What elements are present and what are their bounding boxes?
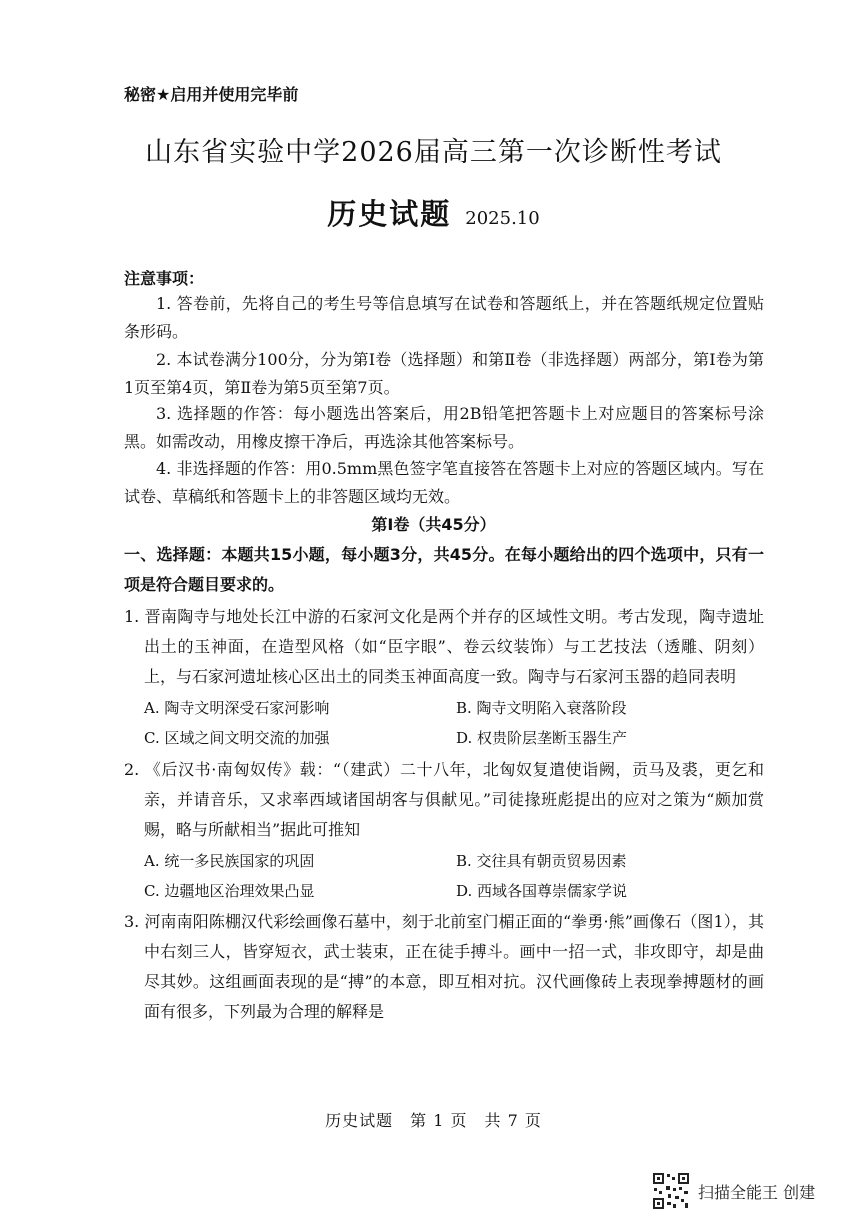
qr-code-icon bbox=[652, 1172, 690, 1210]
option-d: D. 权贵阶层垄断玉器生产 bbox=[456, 729, 628, 747]
exam-title: 山东省实验中学2026届高三第一次诊断性考试 bbox=[145, 137, 722, 168]
option-c: C. 区域之间文明交流的加强 bbox=[144, 729, 330, 747]
notes-heading: 注意事项： bbox=[124, 269, 205, 288]
option-b: B. 交往具有朝贡贸易因素 bbox=[456, 852, 627, 870]
question-2 bbox=[124, 755, 764, 845]
question-3 bbox=[124, 907, 764, 1027]
subject-title: 历史试题 bbox=[327, 197, 452, 231]
option-a: A. 陶寺文明深受石家河影响 bbox=[144, 699, 330, 717]
option-a: A. 统一多民族国家的巩固 bbox=[144, 852, 315, 870]
note-item: 4. 非选择题的作答：用0.5mm黑色签字笔直接答在答题卡上对应的答题区域内。写在试卷、草稿纸和答题卡上的非答题区域均无效。 bbox=[124, 459, 764, 506]
question-1 bbox=[124, 602, 764, 692]
question-text: 1. 晋南陶寺与地处长江中游的石家河文化是两个并存的区域性文明。考古发现，陶寺遗址出土的玉神面，在造型风格（如“臣字眼”、卷云纹装饰）与工艺技法（透雕、阴刻）上，与石家河遗址核心区出土的同类玉神面高度一致。陶寺与石家河玉器的趋同表明 bbox=[124, 607, 764, 686]
question-text: 3. 河南南阳陈棚汉代彩绘画像石墓中，刻于北前室门楣正面的“拳勇·熊”画像石（图1），其中右刻三人，皆穿短衣，武士装束，正在徒手搏斗。画中一招一式，非攻即守，却是曲尽其妙。这组画面表现的是“搏”的本意，即互相对抗。汉代画像砖上表现拳搏题材的画面有很多，下列最为合理的解释是 bbox=[124, 912, 764, 1021]
note-item: 2. 本试卷满分100分，分为第Ⅰ卷（选择题）和第Ⅱ卷（非选择题）两部分，第Ⅰ卷为第1页至第4页，第Ⅱ卷为第5页至第7页。 bbox=[124, 350, 764, 397]
note-item: 1. 答卷前，先将自己的考生号等信息填写在试卷和答题纸上，并在答题纸规定位置贴条形码。 bbox=[124, 294, 764, 341]
option-b: B. 陶寺文明陷入衰落阶段 bbox=[456, 699, 627, 717]
option-c: C. 边疆地区治理效果凸显 bbox=[144, 882, 315, 900]
confidential-label: 秘密★启用并使用完毕前 bbox=[124, 85, 299, 104]
question-text: 2. 《后汉书·南匈奴传》载：“（建武）二十八年，北匈奴复遣使诣阙，贡马及裘，更乞和亲，并请音乐，又求率西域诸国胡客与俱献见。”司徒掾班彪提出的应对之策为“颇加赏赐，略与所献相当”据此可推知 bbox=[124, 760, 764, 839]
scanner-watermark: 扫描全能王 创建 bbox=[698, 1183, 816, 1202]
option-d: D. 西域各国尊崇儒家学说 bbox=[456, 882, 628, 900]
note-item: 3. 选择题的作答：每小题选出答案后，用2B铅笔把答题卡上对应题目的答案标号涂黑。如需改动，用橡皮擦干净后，再选涂其他答案标号。 bbox=[124, 404, 764, 451]
exam-date: 2025.10 bbox=[465, 208, 540, 229]
section-title: 第Ⅰ卷（共45分） bbox=[371, 515, 496, 534]
page-footer: 历史试题 第 1 页 共 7 页 bbox=[325, 1111, 542, 1130]
subject-line bbox=[0, 192, 867, 233]
part-heading: 一、选择题：本题共15小题，每小题3分，共45分。在每小题给出的四个选项中，只有一项是符合题目要求的。 bbox=[124, 545, 764, 594]
